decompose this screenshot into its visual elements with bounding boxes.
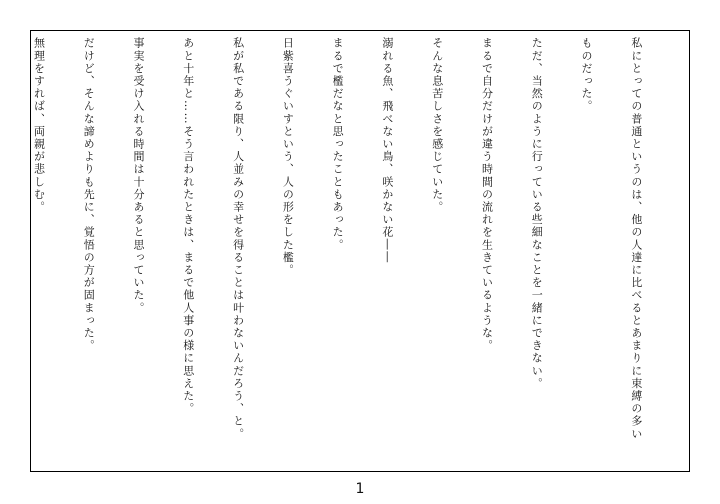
text-line: だけど、そんな諦めよりも先に、覚悟の方が固まった。	[82, 37, 96, 352]
vertical-text-block	[32, 37, 677, 465]
text-line: あと十年と……そう言われたときは、まるで他人事の様に思えた。	[181, 37, 195, 415]
text-line: 無理をすれば、両親が悲しむ。	[32, 37, 46, 214]
page-number: 1	[355, 481, 365, 497]
text-line: 私にとっての普通というのは、他の人達に比べるとあまりに束縛の多い	[629, 37, 643, 441]
text-line: 溺れる魚、飛べない鳥、咲かない花――	[380, 37, 394, 264]
text-line: 事実を受け入れる時間は十分あると思っていた。	[132, 37, 145, 315]
text-line: まるで檻だなと思ったこともあった。	[331, 37, 345, 252]
text-line: 私が私である限り、人並みの幸せを得ることは叶わないんだろう、と。	[231, 37, 245, 441]
text-line: そんな息苦しさを感じていた。	[430, 37, 444, 214]
text-line: ただ、当然のように行っている些細なことを一緒にできない。	[530, 37, 544, 390]
text-line: ものだった。	[580, 37, 594, 113]
text-line: 日紫喜うぐいすという、人の形をした檻。	[281, 37, 295, 277]
text-line: まるで自分だけが違う時間の流れを生きているような。	[480, 37, 494, 352]
page-frame	[30, 30, 690, 472]
